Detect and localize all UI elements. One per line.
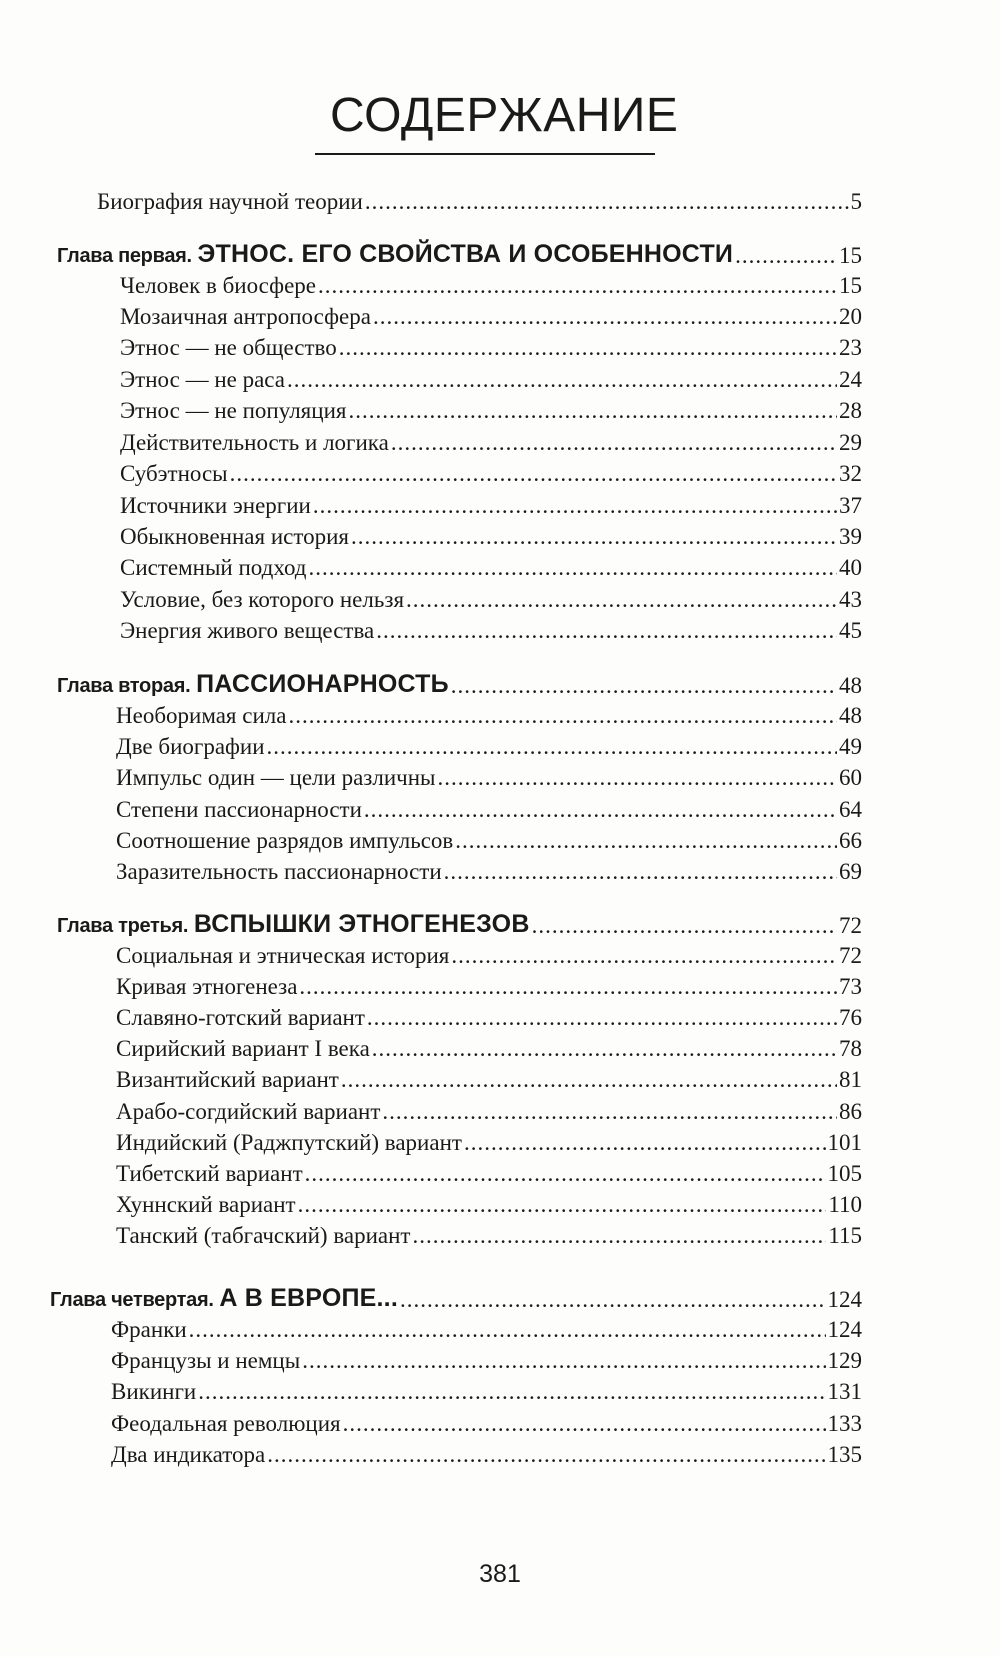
toc-entry-label: Танский (табгачский) вариант bbox=[116, 1223, 411, 1248]
toc-entry-page: 39 bbox=[839, 524, 862, 549]
toc-entry[interactable] bbox=[120, 334, 862, 362]
toc-entry-label: Субэтносы bbox=[120, 461, 228, 486]
page-title: СОДЕРЖАНИЕ bbox=[330, 89, 679, 142]
toc-entry-page: 73 bbox=[839, 974, 862, 999]
toc-entry-label: Условие, без которого нельзя bbox=[120, 587, 405, 612]
dot-leader bbox=[341, 1066, 837, 1094]
toc-entry-page: 86 bbox=[839, 1099, 862, 1124]
chapter-title: А В ЕВРОПЕ... bbox=[219, 1284, 398, 1312]
toc-entry[interactable] bbox=[116, 1222, 862, 1250]
dot-leader bbox=[735, 242, 837, 270]
toc-entry-label: Две биографии bbox=[116, 734, 265, 759]
toc-entry-page: 24 bbox=[839, 367, 862, 392]
dot-leader bbox=[455, 827, 837, 855]
toc-entry-page: 69 bbox=[839, 859, 862, 884]
toc-entry-page: 131 bbox=[827, 1379, 862, 1404]
toc-entry-page: 101 bbox=[827, 1130, 862, 1155]
chapter-title: ВСПЫШКИ ЭТНОГЕНЕЗОВ bbox=[193, 910, 530, 938]
toc-entry[interactable] bbox=[120, 429, 862, 457]
toc-entry[interactable] bbox=[116, 764, 862, 792]
toc-entry-label: Викинги bbox=[111, 1379, 197, 1404]
dot-leader bbox=[351, 523, 837, 551]
toc-entry-label: Два индикатора bbox=[111, 1442, 266, 1467]
toc-entry[interactable] bbox=[111, 1378, 862, 1406]
dot-leader bbox=[318, 272, 837, 300]
dot-leader bbox=[365, 188, 849, 216]
toc-entry-label: Хуннский вариант bbox=[116, 1192, 296, 1217]
toc-chapter-2[interactable] bbox=[57, 670, 862, 700]
toc-entry-page: 115 bbox=[828, 1223, 862, 1248]
toc-entry[interactable] bbox=[116, 1191, 862, 1219]
chapter-page: 48 bbox=[839, 673, 862, 698]
toc-entry-page: 23 bbox=[839, 335, 862, 360]
toc-entry[interactable] bbox=[120, 492, 862, 520]
dot-leader bbox=[372, 1035, 837, 1063]
chapter-title: ЭТНОС. ЕГО СВОЙСТВА И ОСОБЕННОСТИ bbox=[197, 240, 734, 268]
toc-entry-page: 15 bbox=[839, 273, 862, 298]
toc-entry[interactable] bbox=[116, 702, 862, 730]
dot-leader bbox=[305, 1160, 826, 1188]
dot-leader bbox=[299, 973, 837, 1001]
dot-leader bbox=[367, 1004, 837, 1032]
toc-entry-page: 105 bbox=[827, 1161, 862, 1186]
toc-entry-label: Франки bbox=[111, 1317, 187, 1342]
toc-entry-page: 129 bbox=[827, 1348, 862, 1373]
toc-entry-page: 29 bbox=[839, 430, 862, 455]
dot-leader bbox=[464, 1129, 826, 1157]
dot-leader bbox=[413, 1222, 827, 1250]
chapter-prefix: Глава вторая. bbox=[57, 675, 191, 697]
toc-entry[interactable] bbox=[116, 796, 862, 824]
toc-entry[interactable] bbox=[116, 827, 862, 855]
toc-entry-label: Этнос — не общество bbox=[120, 335, 337, 360]
toc-entry-page: 49 bbox=[839, 734, 862, 759]
toc-entry-label: Соотношение разрядов импульсов bbox=[116, 828, 454, 853]
dot-leader bbox=[444, 858, 837, 886]
toc-entry[interactable] bbox=[111, 1410, 862, 1438]
chapter-prefix: Глава третья. bbox=[57, 915, 189, 937]
toc-chapter-4[interactable] bbox=[50, 1284, 862, 1314]
dot-leader bbox=[532, 912, 837, 940]
toc-entry[interactable] bbox=[111, 1347, 862, 1375]
toc-entry[interactable] bbox=[116, 1066, 862, 1094]
toc-entry-page: 20 bbox=[839, 304, 862, 329]
toc-entry-label: Степени пассионарности bbox=[116, 797, 362, 822]
toc-entry[interactable] bbox=[116, 1004, 862, 1032]
chapter-title: ПАССИОНАРНОСТЬ bbox=[196, 670, 449, 698]
toc-entry[interactable] bbox=[116, 858, 862, 886]
dot-leader bbox=[267, 1441, 825, 1469]
chapter-prefix: Глава четвертая. bbox=[50, 1289, 214, 1311]
toc-entry-label: Обыкновенная история bbox=[120, 524, 349, 549]
dot-leader bbox=[382, 1098, 837, 1126]
dot-leader bbox=[267, 733, 837, 761]
toc-entry-intro[interactable] bbox=[97, 188, 862, 216]
toc-entry[interactable] bbox=[120, 460, 862, 488]
toc-entry-label: Заразительность пассионарности bbox=[116, 859, 442, 884]
toc-entry-label: Этнос — не раса bbox=[120, 367, 285, 392]
toc-entry[interactable] bbox=[111, 1316, 862, 1344]
toc-entry-page: 45 bbox=[839, 618, 862, 643]
dot-leader bbox=[400, 1286, 826, 1314]
toc-entry-label: Сирийский вариант I века bbox=[116, 1036, 370, 1061]
toc-entry-page: 110 bbox=[828, 1192, 862, 1217]
toc-entry[interactable] bbox=[116, 1129, 862, 1157]
dot-leader bbox=[451, 942, 837, 970]
toc-entry-label: Кривая этногенеза bbox=[116, 974, 298, 999]
toc-entry-label: Феодальная революция bbox=[111, 1411, 341, 1436]
toc-entry-page: 28 bbox=[839, 398, 862, 423]
toc-entry-label: Тибетский вариант bbox=[116, 1161, 303, 1186]
dot-leader bbox=[230, 460, 837, 488]
toc-entry[interactable] bbox=[116, 733, 862, 761]
dot-leader bbox=[287, 366, 837, 394]
toc-entry-page: 66 bbox=[839, 828, 862, 853]
dot-leader bbox=[313, 492, 837, 520]
dot-leader bbox=[406, 586, 837, 614]
toc-entry-label: Социальная и этническая история bbox=[116, 943, 450, 968]
toc-entry-label: Источники энергии bbox=[120, 493, 311, 518]
dot-leader bbox=[373, 303, 837, 331]
toc-entry-label: Необоримая сила bbox=[116, 703, 287, 728]
dot-leader bbox=[391, 429, 837, 457]
toc-entry-page: 64 bbox=[839, 797, 862, 822]
toc-entry[interactable] bbox=[116, 973, 862, 1001]
toc-entry[interactable] bbox=[120, 272, 862, 300]
toc-entry-page: 37 bbox=[839, 493, 862, 518]
dot-leader bbox=[298, 1191, 827, 1219]
toc-entry-label: Арабо-согдийский вариант bbox=[116, 1099, 381, 1124]
dot-leader bbox=[438, 764, 837, 792]
toc-entry[interactable] bbox=[120, 303, 862, 331]
toc-entry[interactable] bbox=[116, 1098, 862, 1126]
toc-entry-page: 32 bbox=[839, 461, 862, 486]
page-number: 381 bbox=[479, 1560, 521, 1588]
dot-leader bbox=[198, 1378, 825, 1406]
toc-entry-page: 133 bbox=[827, 1411, 862, 1436]
toc-entry[interactable] bbox=[120, 523, 862, 551]
toc-entry-label: Энергия живого вещества bbox=[120, 618, 375, 643]
dot-leader bbox=[288, 702, 837, 730]
toc-entry-label: Действительность и логика bbox=[120, 430, 389, 455]
dot-leader bbox=[348, 397, 837, 425]
toc-entry-label: Импульс один — цели различны bbox=[116, 765, 436, 790]
toc-entry[interactable] bbox=[120, 586, 862, 614]
toc-entry[interactable] bbox=[116, 1160, 862, 1188]
chapter-prefix: Глава первая. bbox=[57, 245, 192, 267]
toc-chapter-1[interactable] bbox=[57, 240, 862, 270]
chapter-page: 72 bbox=[839, 913, 862, 938]
toc-entry-page: 76 bbox=[839, 1005, 862, 1030]
dot-leader bbox=[343, 1410, 826, 1438]
toc-entry[interactable] bbox=[120, 366, 862, 394]
toc-entry-label: Французы и немцы bbox=[111, 1348, 301, 1373]
toc-entry[interactable] bbox=[111, 1441, 862, 1469]
chapter-page: 15 bbox=[839, 243, 862, 268]
toc-entry-page: 48 bbox=[839, 703, 862, 728]
toc-entry-page: 124 bbox=[827, 1317, 862, 1342]
dot-leader bbox=[376, 617, 837, 645]
toc-entry-label: Этнос — не популяция bbox=[120, 398, 347, 423]
toc-entry[interactable] bbox=[116, 1035, 862, 1063]
toc-entry-page: 81 bbox=[839, 1067, 862, 1092]
dot-leader bbox=[364, 796, 837, 824]
toc-entry-label: Биография научной теории bbox=[97, 189, 363, 214]
dot-leader bbox=[309, 554, 837, 582]
toc-entry-label: Человек в биосфере bbox=[120, 273, 316, 298]
dot-leader bbox=[451, 672, 837, 700]
toc-entry-page: 5 bbox=[850, 189, 862, 214]
toc-entry[interactable] bbox=[120, 554, 862, 582]
toc-entry-label: Мозаичная антропосфера bbox=[120, 304, 371, 329]
dot-leader bbox=[189, 1316, 826, 1344]
dot-leader bbox=[339, 334, 837, 362]
toc-entry-label: Индийский (Раджпутский) вариант bbox=[116, 1130, 462, 1155]
toc-entry-page: 60 bbox=[839, 765, 862, 790]
title-underline bbox=[315, 153, 655, 155]
toc-entry-page: 40 bbox=[839, 555, 862, 580]
toc-entry-page: 43 bbox=[839, 587, 862, 612]
toc-entry-label: Византийский вариант bbox=[116, 1067, 339, 1092]
toc-entry[interactable] bbox=[120, 617, 862, 645]
toc-entry-page: 135 bbox=[827, 1442, 862, 1467]
toc-entry-label: Славяно-готский вариант bbox=[116, 1005, 365, 1030]
toc-entry[interactable] bbox=[120, 397, 862, 425]
chapter-page: 124 bbox=[827, 1287, 862, 1312]
dot-leader bbox=[302, 1347, 825, 1375]
toc-entry-page: 72 bbox=[839, 943, 862, 968]
toc-chapter-3[interactable] bbox=[57, 910, 862, 940]
toc-entry[interactable] bbox=[116, 942, 862, 970]
toc-entry-page: 78 bbox=[839, 1036, 862, 1061]
toc-entry-label: Системный подход bbox=[120, 555, 307, 580]
